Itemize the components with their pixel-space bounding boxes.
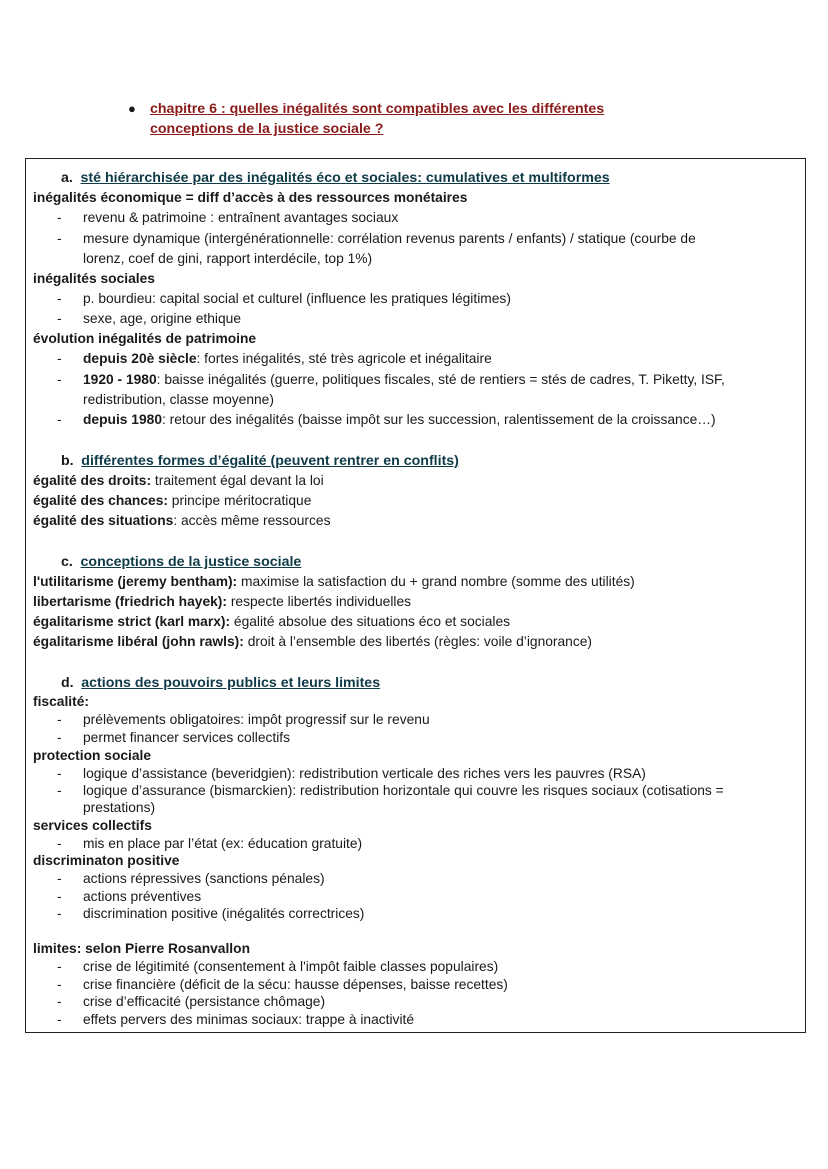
section-a-heading-3: évolution inégalités de patrimoine <box>33 331 257 346</box>
item-text: : baisse inégalités (guerre, politiques fiscales, sté de rentiers = stés de cadres, T. Piketty, ISF, <box>156 372 725 387</box>
line-bold: égalité des chances: <box>33 493 168 508</box>
list-item: revenu & patrimoine : entraînent avantages sociaux <box>83 210 399 225</box>
line-bold: égalité des droits: <box>33 473 152 488</box>
section-a-heading <box>61 168 610 188</box>
item-text: : fortes inégalités, sté très agricole et inégalitaire <box>196 351 492 366</box>
section-b-heading <box>61 451 459 471</box>
list-item: mesure dynamique (intergénérationnelle: corrélation revenus parents / enfants) / statique (courbe de <box>83 231 696 246</box>
list-item: prélèvements obligatoires: impôt progressif sur le revenu <box>83 712 430 727</box>
dash: - <box>57 959 62 974</box>
section-d-heading <box>61 673 380 693</box>
list-item: effets pervers des minimas sociaux: trappe à inactivité <box>83 1012 415 1027</box>
section-a-heading-2: inégalités sociales <box>33 271 155 286</box>
line-text: respecte libertés individuelles <box>227 594 412 609</box>
dash: - <box>57 351 62 366</box>
list-item <box>83 349 492 369</box>
text-line <box>33 632 592 652</box>
dash: - <box>57 994 62 1009</box>
list-item: logique d’assistance (beveridgien): redistribution verticale des riches vers les pauvres (RSA) <box>83 766 646 781</box>
chapter-title-line-1: chapitre 6 : quelles inégalités sont compatibles avec les différentes <box>150 101 605 117</box>
text-line <box>33 491 311 511</box>
section-c-letter: c. <box>61 554 73 570</box>
list-item: logique d’assurance (bismarckien): redistribution horizontale qui couvre les risques sociaux (cotisations = <box>83 783 724 798</box>
list-item <box>83 410 716 430</box>
bullet-icon: ● <box>128 101 136 116</box>
section-a-heading-1: inégalités économique = diff d’accès à des ressources monétaires <box>33 190 468 205</box>
dash: - <box>57 730 62 745</box>
chapter-title-line-2: conceptions de la justice sociale ? <box>150 121 384 137</box>
list-item: crise de légitimité (consentement à l'impôt faible classes populaires) <box>83 959 499 974</box>
section-c-title: conceptions de la justice sociale <box>80 554 302 570</box>
line-text: traitement égal devant la loi <box>151 473 324 488</box>
item-bold: depuis 20è siècle <box>83 351 197 366</box>
section-b-title: différentes formes d’égalité (peuvent rentrer en conflits) <box>81 453 459 469</box>
line-text: égalité absolue des situations éco et sociales <box>230 614 511 629</box>
line-bold: égalitarisme libéral (john rawls): <box>33 634 244 649</box>
list-item: crise d’efficacité (persistance chômage) <box>83 994 326 1009</box>
line-bold: l'utilitarisme (jeremy bentham): <box>33 574 238 589</box>
dash: - <box>57 977 62 992</box>
list-item: sexe, age, origine ethique <box>83 311 242 326</box>
line-bold: libertarisme (friedrich hayek): <box>33 594 227 609</box>
list-item: crise financière (déficit de la sécu: hausse dépenses, baisse recettes) <box>83 977 508 992</box>
section-d-letter: d. <box>61 675 74 691</box>
protection-heading: protection sociale <box>33 748 152 763</box>
dash: - <box>57 1012 62 1027</box>
list-item: actions préventives <box>83 889 202 904</box>
fiscalite-heading: fiscalité: <box>33 694 89 709</box>
section-a-title: sté hiérarchisée par des inégalités éco et sociales: cumulatives et multiformes <box>80 170 610 186</box>
services-heading: services collectifs <box>33 818 152 833</box>
list-item: mis en place par l’état (ex: éducation gratuite) <box>83 836 363 851</box>
dash: - <box>57 836 62 851</box>
dash: - <box>57 231 62 246</box>
list-item: p. bourdieu: capital social et culturel (influence les pratiques légitimes) <box>83 291 511 306</box>
text-line <box>33 612 510 632</box>
dash: - <box>57 372 62 387</box>
section-a-letter: a. <box>61 170 73 186</box>
dash: - <box>57 712 62 727</box>
text-line <box>33 511 331 531</box>
list-item: actions répressives (sanctions pénales) <box>83 871 325 886</box>
section-c-heading <box>61 552 301 572</box>
dash: - <box>57 311 62 326</box>
dash: - <box>57 210 62 225</box>
line-bold: égalité des situations <box>33 513 174 528</box>
dash: - <box>57 291 62 306</box>
line-bold: égalitarisme strict (karl marx): <box>33 614 231 629</box>
list-item-continued: redistribution, classe moyenne) <box>83 392 274 407</box>
discrimination-heading: discriminaton positive <box>33 853 180 868</box>
chapter-heading <box>128 99 688 139</box>
text-line <box>33 471 324 491</box>
line-text: maximise la satisfaction du + grand nombre (somme des utilités) <box>237 574 635 589</box>
item-text: : retour des inégalités (baisse impôt sur les succession, ralentissement de la croissance…) <box>162 412 716 427</box>
list-item: permet financer services collectifs <box>83 730 291 745</box>
line-text: principe méritocratique <box>167 493 312 508</box>
line-text: droit à l’ensemble des libertés (règles: voile d’ignorance) <box>243 634 593 649</box>
text-line <box>33 572 635 592</box>
dash: - <box>57 889 62 904</box>
line-text: : accès même ressources <box>173 513 331 528</box>
limites-heading: limites: selon Pierre Rosanvallon <box>33 941 250 956</box>
text-line <box>33 592 411 612</box>
dash: - <box>57 906 62 921</box>
item-bold: 1920 - 1980 <box>83 372 157 387</box>
dash: - <box>57 783 62 798</box>
item-bold: depuis 1980 <box>83 412 162 427</box>
dash: - <box>57 412 62 427</box>
list-item-continued: prestations) <box>83 800 156 815</box>
dash: - <box>57 871 62 886</box>
list-item: discrimination positive (inégalités correctrices) <box>83 906 365 921</box>
list-item <box>83 370 725 390</box>
list-item-continued: lorenz, coef de gini, rapport interdécile, top 1%) <box>83 251 373 266</box>
dash: - <box>57 766 62 781</box>
section-d-title: actions des pouvoirs publics et leurs limites <box>81 675 381 691</box>
section-b-letter: b. <box>61 453 74 469</box>
